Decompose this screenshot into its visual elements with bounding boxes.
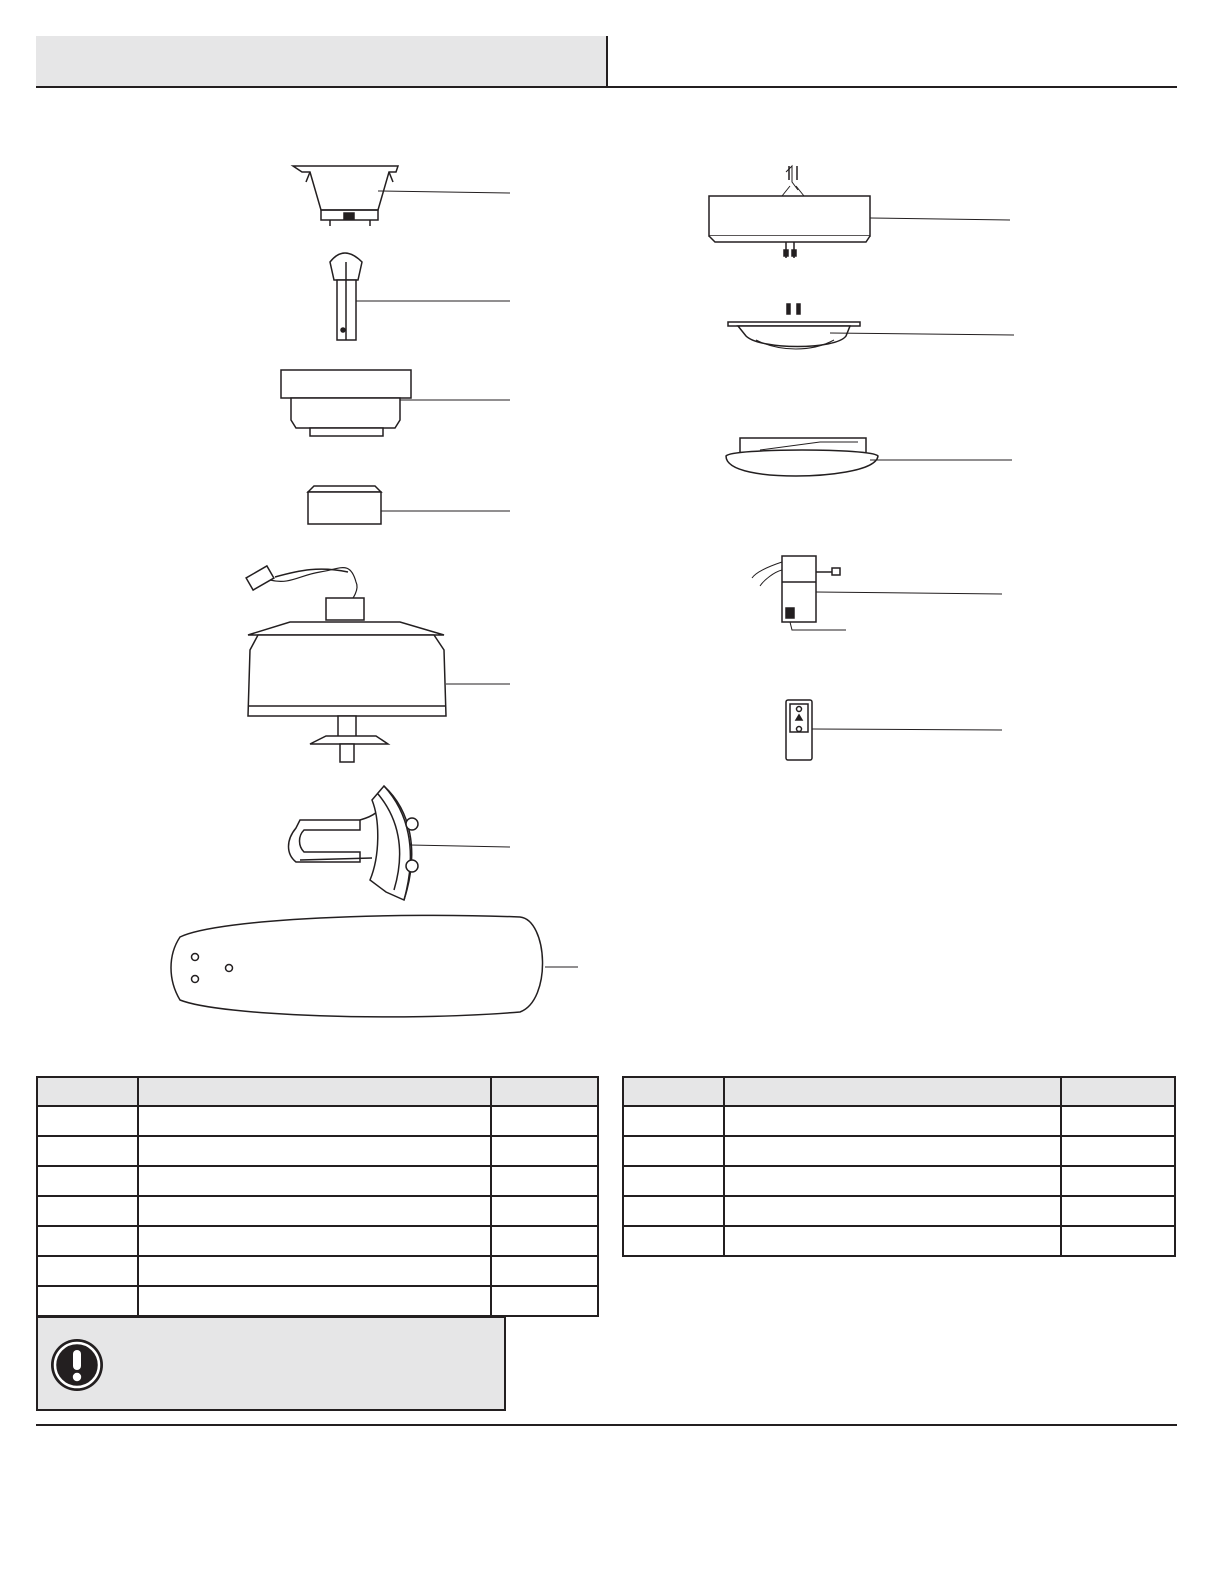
cell-quantity (1061, 1166, 1175, 1196)
cell-description (724, 1136, 1061, 1166)
table-row (37, 1286, 598, 1316)
table-row (623, 1136, 1175, 1166)
cell-description (138, 1286, 491, 1316)
cell-part (37, 1226, 138, 1256)
downrod-illustration (330, 253, 510, 340)
cell-quantity (491, 1256, 598, 1286)
cell-quantity (491, 1286, 598, 1316)
cell-part (37, 1286, 138, 1316)
cell-description (724, 1106, 1061, 1136)
cell-part (37, 1166, 138, 1196)
table-header-row (37, 1077, 598, 1106)
cell-part (623, 1226, 724, 1256)
table-row (37, 1256, 598, 1286)
parts-table-left (36, 1076, 599, 1317)
cell-description (138, 1136, 491, 1166)
switch-housing-illustration (709, 166, 1010, 258)
table-row (37, 1196, 598, 1226)
cell-quantity (491, 1226, 598, 1256)
table-row (623, 1196, 1175, 1226)
cell-description (138, 1106, 491, 1136)
cell-part (37, 1196, 138, 1226)
cell-description (138, 1226, 491, 1256)
motor-assembly-illustration (246, 566, 510, 762)
cell-part (37, 1136, 138, 1166)
table-row (37, 1226, 598, 1256)
cell-description (138, 1256, 491, 1286)
cell-quantity (1061, 1226, 1175, 1256)
parts-table-right (622, 1076, 1176, 1257)
column-header-quantity (1061, 1077, 1175, 1106)
table-row (37, 1136, 598, 1166)
cell-quantity (1061, 1196, 1175, 1226)
canopy-illustration (281, 370, 510, 436)
table-row (37, 1106, 598, 1136)
column-header-quantity (491, 1077, 598, 1106)
cell-description (138, 1166, 491, 1196)
table-row (623, 1106, 1175, 1136)
cell-description (724, 1196, 1061, 1226)
footer-divider (36, 1424, 1177, 1426)
column-header-description (138, 1077, 491, 1106)
cell-part (37, 1106, 138, 1136)
cell-part (623, 1106, 724, 1136)
canopy-cover-illustration (308, 486, 510, 524)
cell-part (623, 1136, 724, 1166)
table-row (623, 1166, 1175, 1196)
mounting-bracket-illustration (293, 166, 510, 226)
cell-description (724, 1226, 1061, 1256)
column-header-part (623, 1077, 724, 1106)
cell-part (623, 1166, 724, 1196)
notice-box (36, 1316, 506, 1411)
cell-description (724, 1166, 1061, 1196)
cell-quantity (1061, 1136, 1175, 1166)
glass-shade-illustration (726, 438, 1012, 476)
cell-quantity (491, 1106, 598, 1136)
cell-part (37, 1256, 138, 1286)
column-header-description (724, 1077, 1061, 1106)
blade-arm-illustration (289, 786, 511, 900)
column-header-part (37, 1077, 138, 1106)
exclamation-circle-icon (50, 1338, 104, 1392)
receiver-illustration (752, 556, 1002, 630)
table-header-row (623, 1077, 1175, 1106)
cell-quantity (1061, 1106, 1175, 1136)
table-row (623, 1226, 1175, 1256)
cell-quantity (491, 1166, 598, 1196)
cell-quantity (491, 1136, 598, 1166)
cell-description (138, 1196, 491, 1226)
table-row (37, 1166, 598, 1196)
fan-blade-illustration (171, 915, 578, 1017)
cell-part (623, 1196, 724, 1226)
light-kit-plate-illustration (728, 304, 1014, 349)
remote-control-illustration (786, 700, 1002, 760)
cell-quantity (491, 1196, 598, 1226)
